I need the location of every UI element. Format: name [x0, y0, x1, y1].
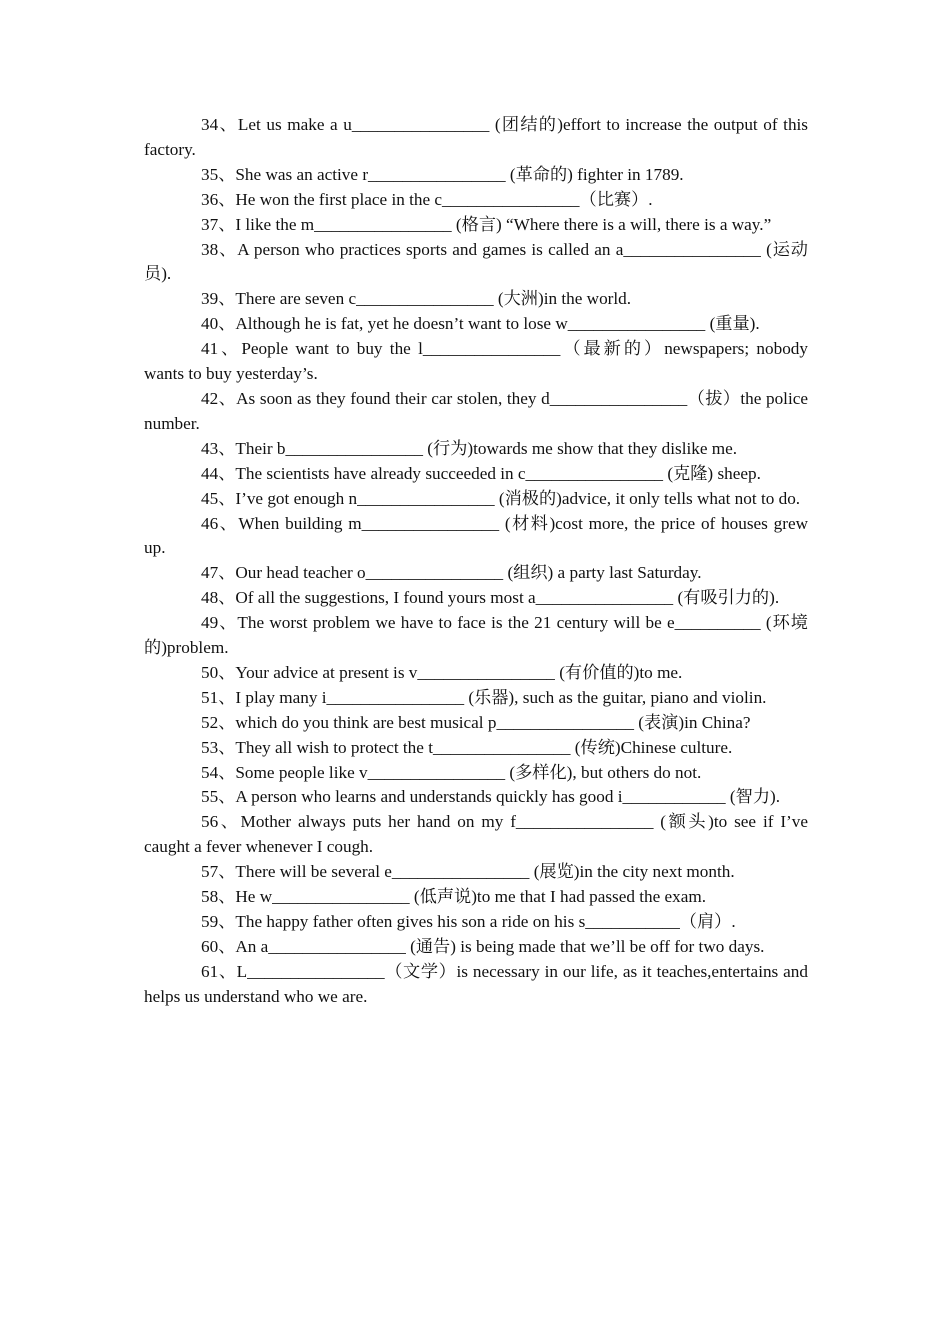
- question-53: 53、They all wish to protect the t________________ (传统)Chinese culture.: [201, 737, 733, 757]
- question-34: 34、Let us make a u________________ (团结的)effort to increase the output of this factory.: [144, 115, 808, 159]
- question-37: 37、I like the m________________ (格言) “Where there is a will, there is a way.”: [201, 214, 772, 234]
- question-49: 49、The worst problem we have to face is the 21 century will be e__________ (环境的)problem.: [144, 613, 808, 658]
- question-58: 58、He w________________ (低声说)to me that I had passed the exam.: [201, 887, 707, 907]
- question-59: 59、The happy father often gives his son a ride on his s___________（肩）.: [201, 912, 736, 931]
- question-38: 38、A person who practices sports and games is called an a________________ (运动员).: [144, 239, 808, 284]
- question-42: 42、As soon as they found their car stolen, they d________________（拔）the police number.: [144, 388, 808, 433]
- question-56: 56、Mother always puts her hand on my f________________ (额头)to see if I’ve caught a fever whenever I cough.: [144, 812, 808, 857]
- question-list: [144, 113, 808, 1010]
- question-35: 35、She was an active r________________ (革命的) fighter in 1789.: [201, 164, 684, 184]
- question-51: 51、I play many i________________ (乐器), such as the guitar, piano and violin.: [201, 687, 767, 707]
- question-39: 39、There are seven c________________ (大洲)in the world.: [201, 289, 632, 309]
- question-36: 36、He won the first place in the c________________（比赛）.: [201, 189, 653, 209]
- question-57: 57、There will be several e________________ (展览)in the city next month.: [201, 862, 735, 882]
- question-47: 47、Our head teacher o________________ (组织) a party last Saturday.: [201, 563, 702, 583]
- question-54: 54、Some people like v________________ (多样化), but others do not.: [201, 762, 702, 782]
- question-55: 55、A person who learns and understands quickly has good i____________ (智力).: [201, 787, 781, 807]
- question-52: 52、which do you think are best musical p________________ (表演)in China?: [201, 712, 751, 732]
- question-45: 45、I’ve got enough n________________ (消极的)advice, it only tells what not to do.: [201, 488, 801, 508]
- question-46: 46、When building m________________ (材料)cost more, the price of houses grew up.: [144, 513, 808, 558]
- question-44: 44、The scientists have already succeeded in c________________ (克隆) sheep.: [201, 463, 761, 483]
- question-48: 48、Of all the suggestions, I found yours most a________________ (有吸引力的).: [201, 588, 780, 608]
- question-40: 40、Although he is fat, yet he doesn’t want to lose w________________ (重量).: [201, 314, 760, 334]
- question-60: 60、An a________________ (通告) is being made that we’ll be off for two days.: [201, 936, 765, 956]
- question-50: 50、Your advice at present is v________________ (有价值的)to me.: [201, 662, 683, 682]
- question-43: 43、Their b________________ (行为)towards me show that they dislike me.: [201, 438, 738, 458]
- question-61: 61、L________________（文学）is necessary in our life, as it teaches,entertains and helps us understand who we are.: [144, 961, 808, 1006]
- question-41: 41、People want to buy the l________________（最新的）newspapers; nobody wants to buy yesterday’s.: [144, 339, 808, 384]
